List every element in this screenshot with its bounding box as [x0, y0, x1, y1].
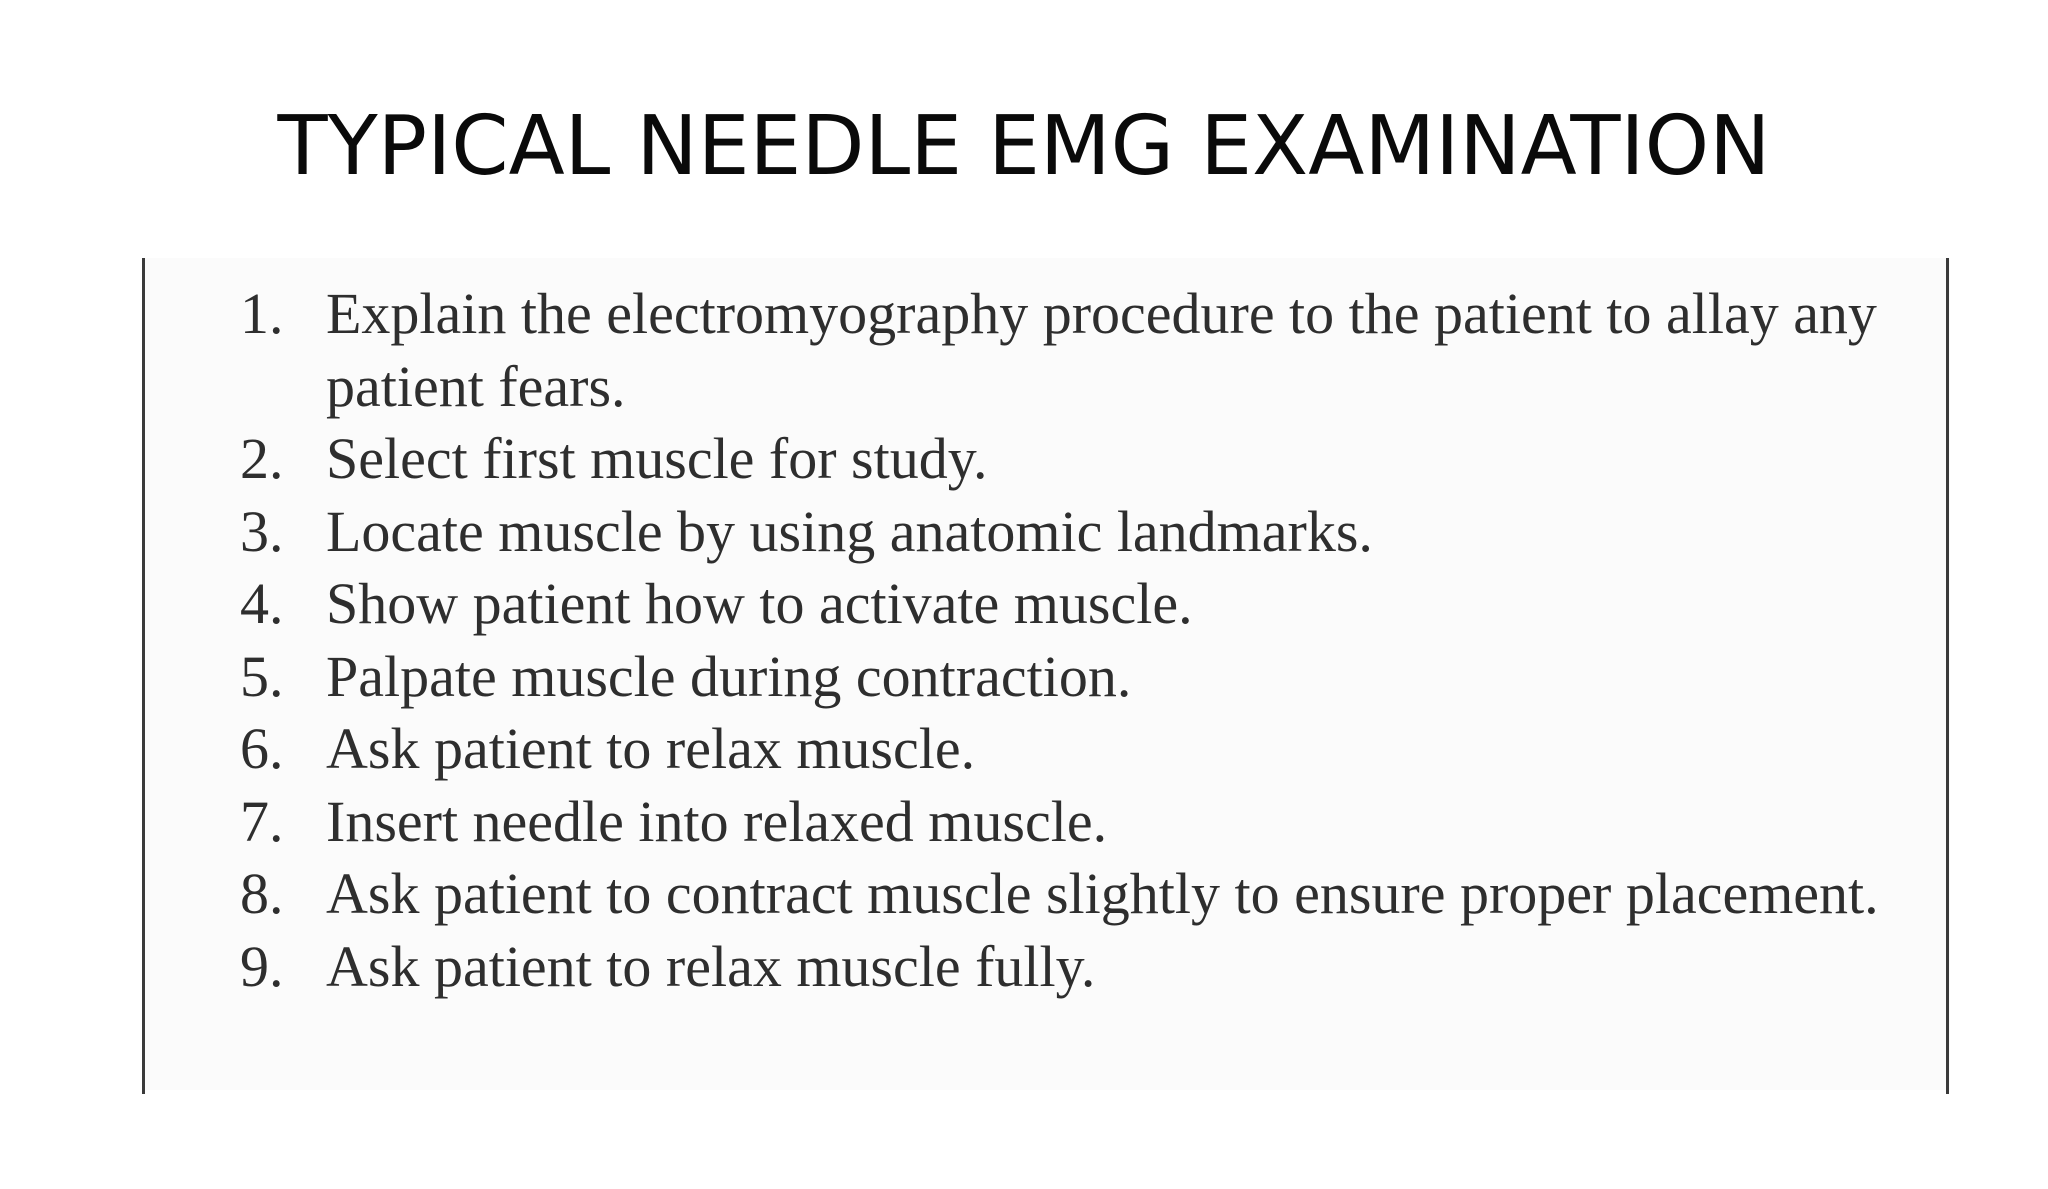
step-number: 7.: [240, 788, 284, 854]
list-item: [240, 858, 1880, 931]
step-text: Locate muscle by using anatomic landmarks.: [326, 498, 1373, 564]
list-item: [240, 713, 1880, 786]
figure-right-rule: [1946, 258, 1949, 1094]
step-number: 5.: [240, 643, 284, 709]
slide-title: TYPICAL NEEDLE EMG EXAMINATION: [277, 99, 1771, 194]
step-text: Show patient how to activate muscle.: [326, 571, 1193, 636]
step-text: Ask patient to contract muscle slightly to ensure proper placement.: [326, 861, 1879, 926]
list-item: [240, 423, 1880, 496]
step-number: 6.: [240, 716, 284, 781]
step-text: Insert needle into relaxed muscle.: [326, 788, 1108, 854]
step-number: 8.: [240, 861, 284, 926]
list-item: [240, 568, 1880, 641]
step-number: 3.: [240, 498, 284, 564]
list-item: [240, 931, 1880, 1004]
step-text: Palpate muscle during contraction.: [326, 643, 1132, 709]
list-item: [240, 278, 1880, 423]
step-number: 1.: [240, 281, 284, 346]
figure-left-rule: [142, 258, 145, 1094]
list-item: [240, 641, 1880, 714]
step-text: Ask patient to relax muscle fully.: [326, 933, 1096, 999]
procedure-steps-list: [240, 278, 1880, 1003]
list-item: [240, 496, 1880, 569]
step-number: 2.: [240, 426, 284, 491]
step-text: Ask patient to relax muscle.: [326, 716, 976, 781]
step-text: Select first muscle for study.: [326, 426, 988, 491]
step-text: Explain the electromyography procedure to the patient to allay any patient fears.: [326, 281, 1877, 419]
step-number: 9.: [240, 933, 284, 999]
list-item: [240, 786, 1880, 859]
step-number: 4.: [240, 571, 284, 636]
